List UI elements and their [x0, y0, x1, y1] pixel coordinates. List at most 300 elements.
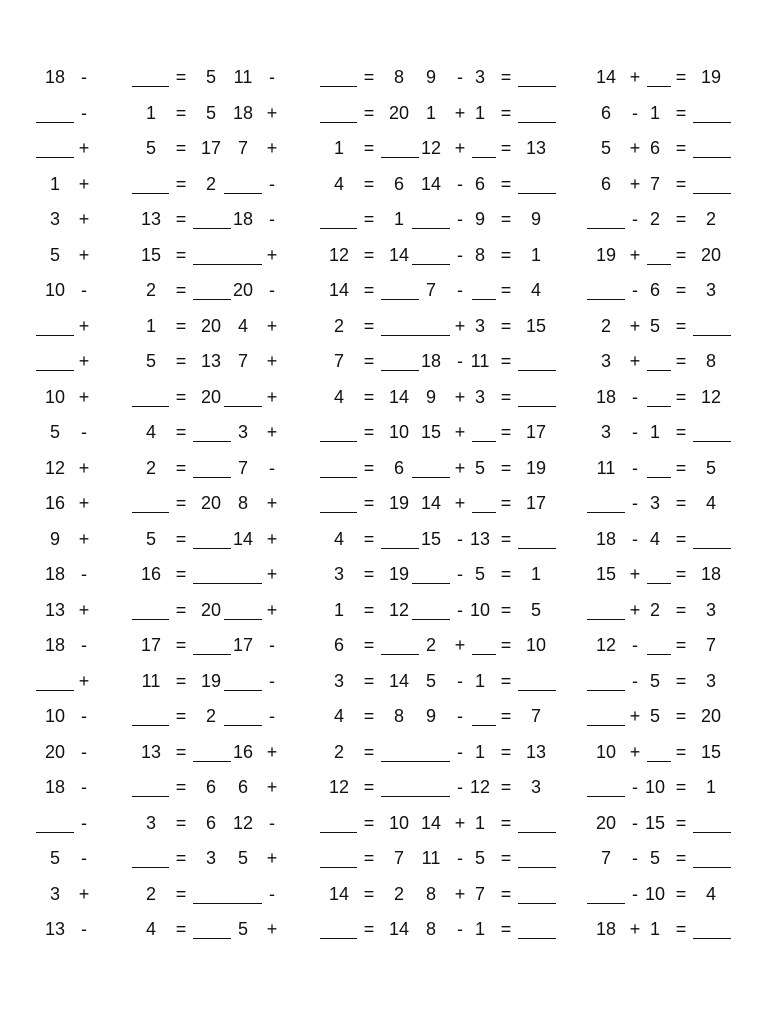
equals-sign: = [500, 422, 512, 442]
worksheet-row [0, 628, 768, 664]
operator-sign: + [629, 564, 641, 584]
second-operand: 6 [649, 138, 660, 158]
second-operand: 5 [649, 848, 660, 868]
second-operand: 13 [140, 741, 162, 762]
operator-sign: - [81, 422, 87, 442]
result-value: 8 [393, 706, 404, 726]
result-value: 5 [705, 457, 716, 478]
second-operand: 3 [333, 564, 344, 584]
operator-sign: - [632, 457, 638, 478]
answer-blank[interactable] [320, 512, 357, 513]
equals-sign: = [363, 209, 375, 229]
first-operand: 5 [49, 848, 60, 868]
result-value: 3 [705, 599, 716, 620]
worksheet-row [0, 735, 768, 771]
equals-sign: = [675, 315, 687, 336]
equals-sign: = [175, 599, 187, 620]
equals-sign: = [175, 102, 187, 123]
operator-sign: - [632, 209, 638, 229]
equation [36, 912, 226, 948]
answer-blank[interactable] [647, 264, 671, 265]
answer-blank[interactable] [412, 619, 450, 620]
first-operand: 5 [237, 919, 248, 939]
equation [36, 238, 226, 274]
equation [36, 699, 226, 735]
equals-sign: = [500, 670, 512, 691]
equation [412, 273, 602, 309]
operator-sign: - [632, 528, 638, 549]
result-value: 4 [530, 280, 541, 300]
answer-blank[interactable] [224, 193, 262, 194]
second-operand: 3 [649, 493, 660, 513]
equation [224, 841, 414, 877]
equals-sign: = [175, 919, 187, 939]
operator-sign: - [457, 173, 463, 194]
first-operand: 16 [44, 493, 66, 513]
result-value: 19 [700, 67, 722, 87]
equation [36, 273, 226, 309]
result-value: 17 [525, 493, 547, 513]
second-operand: 2 [145, 883, 156, 904]
equation [587, 451, 768, 487]
equation [412, 486, 602, 522]
first-operand: 8 [425, 919, 436, 939]
operator-sign: + [266, 741, 278, 762]
equation [412, 735, 602, 771]
equals-sign: = [500, 351, 512, 371]
first-operand: 12 [232, 812, 254, 833]
first-operand: 9 [49, 528, 60, 549]
equation [224, 486, 414, 522]
second-operand: 15 [644, 812, 666, 833]
operator-sign: + [266, 564, 278, 584]
equation [36, 735, 226, 771]
worksheet-row [0, 557, 768, 593]
equation [224, 912, 414, 948]
equals-sign: = [675, 777, 687, 797]
answer-blank[interactable] [132, 867, 169, 868]
second-operand: 9 [474, 209, 485, 229]
operator-sign: + [629, 919, 641, 939]
answer-blank[interactable] [320, 867, 357, 868]
operator-sign: + [78, 386, 90, 407]
answer-blank[interactable] [132, 86, 169, 87]
answer-blank[interactable] [693, 548, 731, 549]
result-value: 4 [705, 493, 716, 513]
answer-blank[interactable] [320, 441, 357, 442]
operator-sign: - [269, 635, 275, 655]
answer-blank[interactable] [647, 406, 671, 407]
answer-blank[interactable] [412, 335, 450, 336]
answer-blank[interactable] [224, 690, 262, 691]
answer-blank[interactable] [693, 441, 731, 442]
second-operand: 3 [145, 812, 156, 833]
result-value: 20 [200, 599, 222, 620]
answer-blank[interactable] [518, 406, 556, 407]
answer-blank[interactable] [472, 725, 496, 726]
result-value: 10 [388, 812, 410, 833]
second-operand: 16 [140, 564, 162, 584]
first-operand: 7 [237, 138, 248, 158]
answer-blank[interactable] [224, 903, 262, 904]
answer-blank[interactable] [412, 583, 450, 584]
equals-sign: = [363, 635, 375, 655]
answer-blank[interactable] [412, 477, 450, 478]
equation [412, 912, 602, 948]
operator-sign: + [266, 138, 278, 158]
second-operand: 6 [649, 280, 660, 300]
answer-blank[interactable] [518, 903, 556, 904]
answer-blank[interactable] [132, 512, 169, 513]
second-operand: 1 [145, 315, 156, 336]
equals-sign: = [175, 635, 187, 655]
equation [587, 167, 768, 203]
answer-blank[interactable] [36, 690, 74, 691]
answer-blank[interactable] [472, 512, 496, 513]
operator-sign: - [632, 848, 638, 868]
second-operand: 10 [644, 777, 666, 797]
operator-sign: + [78, 599, 90, 620]
operator-sign: - [457, 351, 463, 371]
equation [36, 593, 226, 629]
equals-sign: = [675, 599, 687, 620]
equals-sign: = [363, 599, 375, 620]
equation [587, 344, 768, 380]
answer-blank[interactable] [412, 761, 450, 762]
result-value: 3 [705, 670, 716, 691]
second-operand: 17 [140, 635, 162, 655]
answer-blank[interactable] [36, 157, 74, 158]
equation [587, 841, 768, 877]
operator-sign: + [266, 599, 278, 620]
first-operand: 18 [44, 777, 66, 797]
second-operand: 5 [145, 528, 156, 549]
equals-sign: = [675, 138, 687, 158]
equals-sign: = [675, 173, 687, 194]
first-operand: 7 [237, 457, 248, 478]
result-value: 20 [388, 102, 410, 123]
second-operand: 14 [328, 280, 350, 300]
equation [587, 806, 768, 842]
answer-blank[interactable] [587, 228, 625, 229]
answer-blank[interactable] [132, 406, 169, 407]
answer-blank[interactable] [412, 264, 450, 265]
answer-blank[interactable] [132, 725, 169, 726]
worksheet-row [0, 770, 768, 806]
answer-blank[interactable] [587, 512, 625, 513]
equals-sign: = [175, 209, 187, 229]
operator-sign: - [632, 812, 638, 833]
answer-blank[interactable] [518, 370, 556, 371]
first-operand: 14 [420, 173, 442, 194]
equation [224, 380, 414, 416]
answer-blank[interactable] [412, 796, 450, 797]
first-operand: 2 [425, 635, 436, 655]
answer-blank[interactable] [693, 335, 731, 336]
equals-sign: = [500, 493, 512, 513]
equals-sign: = [363, 741, 375, 762]
result-value: 13 [525, 741, 547, 762]
result-value: 2 [205, 173, 216, 194]
answer-blank[interactable] [472, 654, 496, 655]
result-value: 7 [530, 706, 541, 726]
answer-blank[interactable] [693, 867, 731, 868]
worksheet-row [0, 806, 768, 842]
equals-sign: = [175, 848, 187, 868]
answer-blank[interactable] [693, 122, 731, 123]
equation [587, 415, 768, 451]
answer-blank[interactable] [587, 619, 625, 620]
operator-sign: + [78, 315, 90, 336]
operator-sign: - [632, 883, 638, 904]
second-operand: 5 [145, 138, 156, 158]
equals-sign: = [500, 386, 512, 407]
operator-sign: - [457, 599, 463, 620]
answer-blank[interactable] [320, 832, 357, 833]
first-operand: 6 [600, 173, 611, 194]
answer-blank[interactable] [224, 264, 262, 265]
worksheet-row [0, 273, 768, 309]
answer-blank[interactable] [518, 193, 556, 194]
answer-blank[interactable] [647, 654, 671, 655]
answer-blank[interactable] [132, 619, 169, 620]
equation [224, 96, 414, 132]
answer-blank[interactable] [647, 761, 671, 762]
answer-blank[interactable] [518, 548, 556, 549]
operator-sign: - [457, 67, 463, 87]
second-operand: 6 [474, 173, 485, 194]
operator-sign: - [632, 422, 638, 442]
answer-blank[interactable] [36, 335, 74, 336]
equals-sign: = [175, 457, 187, 478]
answer-blank[interactable] [587, 796, 625, 797]
equals-sign: = [175, 351, 187, 371]
second-operand: 5 [649, 315, 660, 336]
result-value: 20 [200, 315, 222, 336]
worksheet-row [0, 699, 768, 735]
answer-blank[interactable] [36, 122, 74, 123]
equals-sign: = [675, 209, 687, 229]
first-operand: 15 [420, 422, 442, 442]
answer-blank[interactable] [693, 832, 731, 833]
worksheet-row [0, 451, 768, 487]
equals-sign: = [500, 67, 512, 87]
worksheet-row [0, 522, 768, 558]
equation [587, 522, 768, 558]
equation [587, 557, 768, 593]
first-operand: 10 [44, 280, 66, 300]
second-operand: 2 [145, 457, 156, 478]
answer-blank[interactable] [518, 690, 556, 691]
operator-sign: + [454, 138, 466, 158]
answer-blank[interactable] [132, 796, 169, 797]
answer-blank[interactable] [224, 583, 262, 584]
equals-sign: = [500, 741, 512, 762]
answer-blank[interactable] [224, 406, 262, 407]
second-operand: 4 [649, 528, 660, 549]
equation [224, 806, 414, 842]
operator-sign: - [269, 280, 275, 300]
equals-sign: = [675, 386, 687, 407]
second-operand: 4 [333, 528, 344, 549]
result-value: 5 [205, 67, 216, 87]
answer-blank[interactable] [224, 619, 262, 620]
operator-sign: - [457, 528, 463, 549]
equation [412, 522, 602, 558]
first-operand: 12 [44, 457, 66, 478]
second-operand: 13 [140, 209, 162, 229]
answer-blank[interactable] [320, 938, 357, 939]
equation [224, 309, 414, 345]
answer-blank[interactable] [693, 193, 731, 194]
equation [412, 699, 602, 735]
operator-sign: - [457, 280, 463, 300]
operator-sign: - [632, 635, 638, 655]
second-operand: 1 [474, 102, 485, 123]
operator-sign: - [632, 102, 638, 123]
equals-sign: = [500, 564, 512, 584]
equation [412, 415, 602, 451]
answer-blank[interactable] [518, 86, 556, 87]
operator-sign: - [269, 883, 275, 904]
answer-blank[interactable] [518, 832, 556, 833]
operator-sign: - [632, 386, 638, 407]
operator-sign: - [457, 777, 463, 797]
second-operand: 7 [474, 883, 485, 904]
equation [587, 770, 768, 806]
first-operand: 9 [425, 67, 436, 87]
answer-blank[interactable] [412, 228, 450, 229]
equals-sign: = [175, 528, 187, 549]
answer-blank[interactable] [320, 228, 357, 229]
result-value: 1 [393, 209, 404, 229]
first-operand: 18 [44, 67, 66, 87]
answer-blank[interactable] [518, 122, 556, 123]
operator-sign: - [269, 457, 275, 478]
first-operand: 18 [232, 209, 254, 229]
equals-sign: = [675, 457, 687, 478]
equals-sign: = [675, 280, 687, 300]
equation [36, 131, 226, 167]
result-value: 19 [388, 493, 410, 513]
operator-sign: + [629, 741, 641, 762]
equation [587, 912, 768, 948]
equals-sign: = [175, 173, 187, 194]
result-value: 13 [200, 351, 222, 371]
result-value: 14 [388, 670, 410, 691]
equals-sign: = [175, 777, 187, 797]
equals-sign: = [175, 422, 187, 442]
equation [224, 238, 414, 274]
equals-sign: = [175, 244, 187, 265]
equation [587, 309, 768, 345]
equation [412, 593, 602, 629]
first-operand: 8 [237, 493, 248, 513]
equation [587, 202, 768, 238]
answer-blank[interactable] [587, 299, 625, 300]
operator-sign: + [629, 173, 641, 194]
answer-blank[interactable] [518, 867, 556, 868]
answer-blank[interactable] [472, 441, 496, 442]
equation [587, 664, 768, 700]
first-operand: 15 [595, 564, 617, 584]
operator-sign: + [266, 919, 278, 939]
result-value: 1 [705, 777, 716, 797]
answer-blank[interactable] [320, 477, 357, 478]
answer-blank[interactable] [587, 725, 625, 726]
operator-sign: + [78, 173, 90, 194]
answer-blank[interactable] [647, 370, 671, 371]
result-value: 19 [200, 670, 222, 691]
operator-sign: - [81, 919, 87, 939]
result-value: 9 [530, 209, 541, 229]
operator-sign: + [629, 599, 641, 620]
operator-sign: + [454, 493, 466, 513]
worksheet-row [0, 167, 768, 203]
answer-blank[interactable] [224, 725, 262, 726]
answer-blank[interactable] [647, 86, 671, 87]
answer-blank[interactable] [472, 157, 496, 158]
first-operand: 18 [595, 919, 617, 939]
result-value: 6 [393, 457, 404, 478]
answer-blank[interactable] [587, 690, 625, 691]
answer-blank[interactable] [647, 477, 671, 478]
second-operand: 13 [469, 528, 491, 549]
answer-blank[interactable] [518, 938, 556, 939]
answer-blank[interactable] [472, 299, 496, 300]
operator-sign: + [266, 102, 278, 123]
equals-sign: = [675, 528, 687, 549]
second-operand: 5 [474, 848, 485, 868]
equals-sign: = [500, 457, 512, 478]
first-operand: 4 [237, 315, 248, 336]
answer-blank[interactable] [36, 832, 74, 833]
first-operand: 5 [49, 244, 60, 265]
equation [224, 344, 414, 380]
equation [587, 486, 768, 522]
equation [412, 557, 602, 593]
equals-sign: = [500, 635, 512, 655]
answer-blank[interactable] [132, 193, 169, 194]
first-operand: 18 [595, 386, 617, 407]
equation [36, 486, 226, 522]
equation [224, 202, 414, 238]
first-operand: 8 [425, 883, 436, 904]
result-value: 8 [705, 351, 716, 371]
equals-sign: = [175, 280, 187, 300]
answer-blank[interactable] [587, 903, 625, 904]
answer-blank[interactable] [647, 583, 671, 584]
equation [412, 202, 602, 238]
equals-sign: = [675, 635, 687, 655]
answer-blank[interactable] [320, 86, 357, 87]
first-operand: 10 [595, 741, 617, 762]
second-operand: 4 [145, 422, 156, 442]
second-operand: 7 [649, 173, 660, 194]
answer-blank[interactable] [693, 157, 731, 158]
equation [412, 309, 602, 345]
equation [36, 451, 226, 487]
answer-blank[interactable] [320, 122, 357, 123]
operator-sign: - [81, 777, 87, 797]
answer-blank[interactable] [36, 370, 74, 371]
equals-sign: = [500, 528, 512, 549]
answer-blank[interactable] [693, 938, 731, 939]
second-operand: 5 [649, 670, 660, 691]
first-operand: 14 [420, 493, 442, 513]
first-operand: 17 [232, 635, 254, 655]
second-operand: 5 [474, 457, 485, 478]
